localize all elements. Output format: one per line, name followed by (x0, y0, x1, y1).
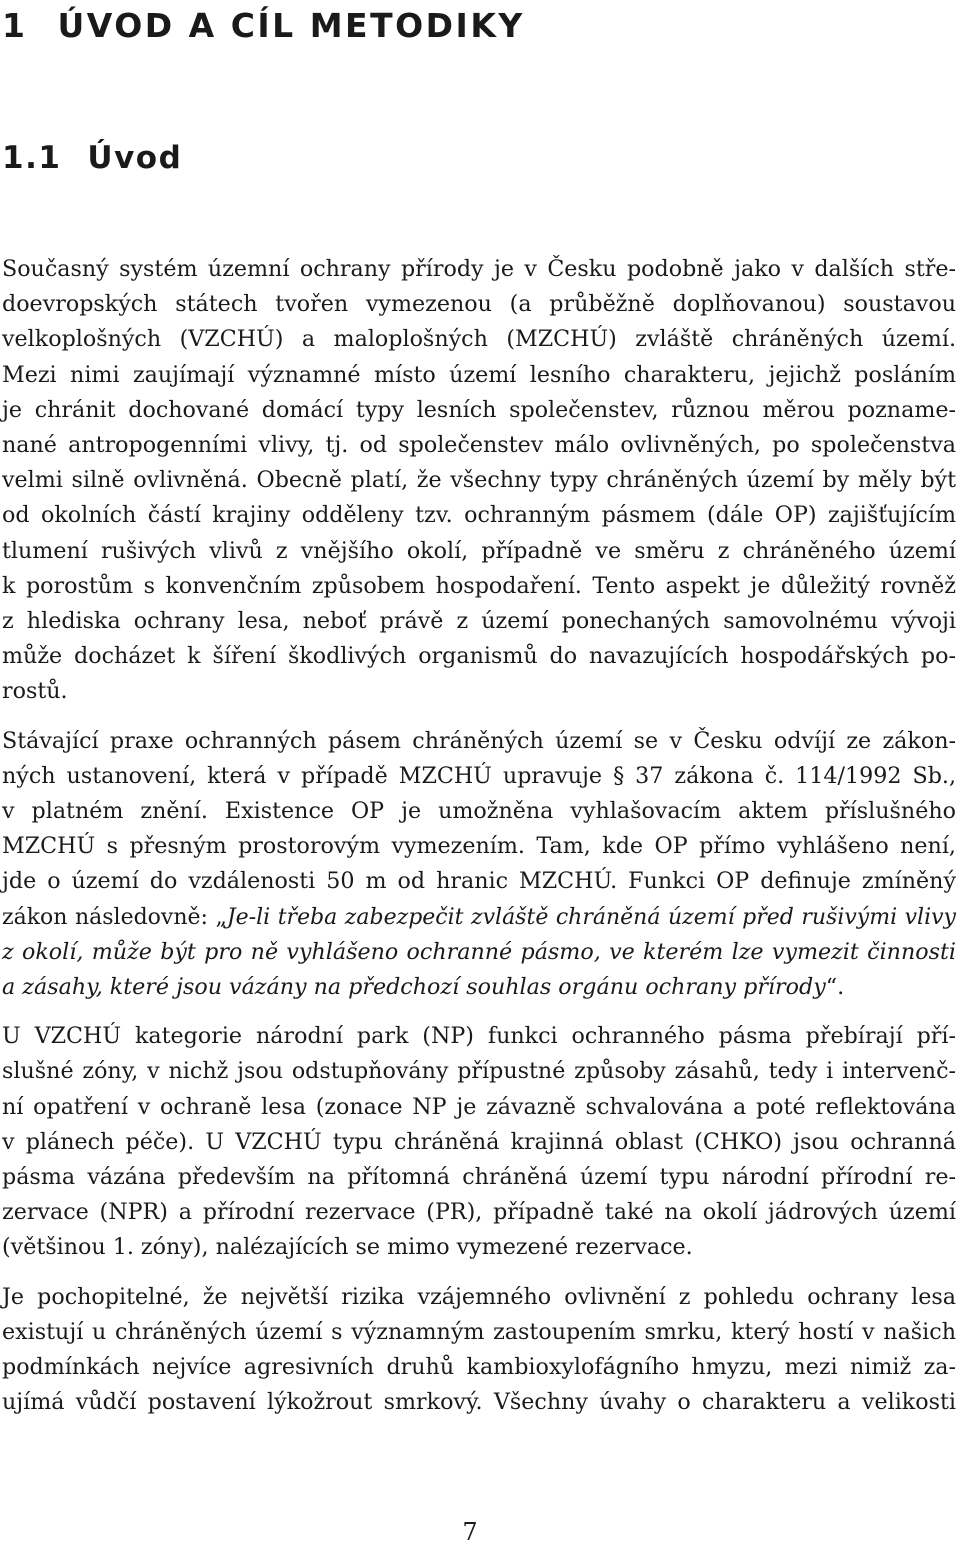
text-line: velmi silně ovlivněná. Obecně platí, že všechny typy chráněných území by měly být (2, 467, 956, 494)
page-number: 7 (462, 1518, 478, 1546)
text-line: ujímá vůdčí postavení lýkožrout smrkový. Všechny úvahy o charakteru a velikosti (2, 1389, 956, 1416)
chapter-number: 1 (2, 6, 28, 45)
text-line: Stávající praxe ochranných pásem chráněných území se v Česku odvíjí ze zákon- (2, 727, 956, 754)
section-heading (2, 136, 182, 180)
text-line: Současný systém územní ochrany přírody je v Česku podobně jako v dalších stře- (2, 256, 956, 282)
text-line: z hlediska ochrany lesa, neboť právě z území ponechaných samovolnému vývoji (2, 608, 956, 635)
text-line: doevropských státech tvořen vymezenou (a průběžně doplňovanou) soustavou (2, 291, 956, 318)
quote-text: Je-li třeba zabezpečit zvláště chráněná území před rušivými vlivy (226, 904, 956, 930)
text-line: jde o území do vzdálenosti 50 m od hranic MZCHÚ. Funkci OP definuje zmíněný (2, 868, 956, 895)
text-line: ní opatření v ochraně lesa (zonace NP je závazně schvalována a poté reflektována (2, 1093, 956, 1120)
text-line (2, 900, 956, 935)
chapter-heading (2, 2, 525, 50)
text-line: podmínkách nejvíce agresivních druhů kambioxylofágního hmyzu, mezi nimiž za- (2, 1354, 956, 1381)
section-title: Úvod (87, 140, 183, 176)
text-line: velkoplošných (VZCHÚ) a maloplošných (MZCHÚ) zvláště chráněných území. (2, 326, 956, 353)
text-line: Mezi nimi zaujímají významné místo území lesního charakteru, jejichž posláním (2, 361, 956, 388)
text-line: U VZCHÚ kategorie národní park (NP) funkci ochranného pásma přebírají pří- (2, 1023, 956, 1050)
text-line: nané antropogenními vlivy, tj. od společenstev málo ovlivněných, po společenstva (2, 432, 956, 459)
body-text (2, 252, 956, 1421)
text-line: pásma vázána především na přítomná chráněná území typu národní přírodní re- (2, 1164, 956, 1191)
text-line: je chránit dochované domácí typy lesních společenstev, různou měrou poznamе- (2, 396, 956, 423)
text-line: zervace (NPR) a přírodní rezervace (PR), případně také na okolí jádrových území (2, 1199, 956, 1226)
text-line: MZCHÚ s přesným prostorovým vymezením. Tam, kde OP přímo vyhlášeno není, (2, 833, 956, 860)
text-line: (většinou 1. zóny), nalézajících se mimo vymezené rezervace. (2, 1234, 693, 1261)
text-line: existují u chráněných území s významným zastoupením smrku, který hostí v našich (2, 1318, 956, 1345)
text-line: k porostům s konvenčním způsobem hospodaření. Tento aspekt je důležitý rovněž (2, 572, 956, 599)
paragraph-1 (2, 252, 956, 710)
text-line: slušné zóny, v nichž jsou odstupňovány přípustné způsoby zásahů, tedy i intervenč- (2, 1058, 956, 1085)
quote-text: z okolí, může být pro ně vyhlášeno ochranné pásmo, ve kterém lze vymezit činnosti (2, 938, 956, 965)
text-line: v plánech péče). U VZCHÚ typu chráněná krajinná oblast (CHKO) jsou ochranná (2, 1128, 956, 1155)
chapter-title: ÚVOD A CÍL METODIKY (57, 6, 525, 45)
quote-text: a zásahy, které jsou vázány na předchozí souhlas orgánu ochrany přírody (2, 974, 826, 1001)
text-line: od okolních částí krajiny odděleny tzv. ochranným pásmem (dále OP) zajišťujícím (2, 502, 956, 529)
text-line: tlumení rušivých vlivů z vnějšího okolí, případně ve směru z chráněného území (2, 537, 956, 564)
paragraph-3 (2, 1019, 956, 1265)
quote-outro: “. (825, 974, 845, 1001)
paragraph-4 (2, 1280, 956, 1421)
section-number: 1.1 (2, 140, 62, 176)
text-line: rostů. (2, 678, 68, 705)
text-line (2, 935, 956, 970)
text-line: Je pochopitelné, že největší rizika vzájemného ovlivnění z pohledu ochrany lesa (2, 1283, 956, 1310)
text-line: může docházet k šíření škodlivých organismů do navazujících hospodářských po- (2, 643, 956, 670)
text-line (2, 970, 956, 1005)
quote-intro: zákon následovně: „ (2, 904, 227, 930)
text-line: v platném znění. Existence OP je umožněna vyhlašovacím aktem příslušného (2, 798, 956, 825)
paragraph-2 (2, 724, 956, 1006)
text-line: ných ustanovení, která v případě MZCHÚ upravuje § 37 zákona č. 114/1992 Sb., (2, 762, 956, 789)
